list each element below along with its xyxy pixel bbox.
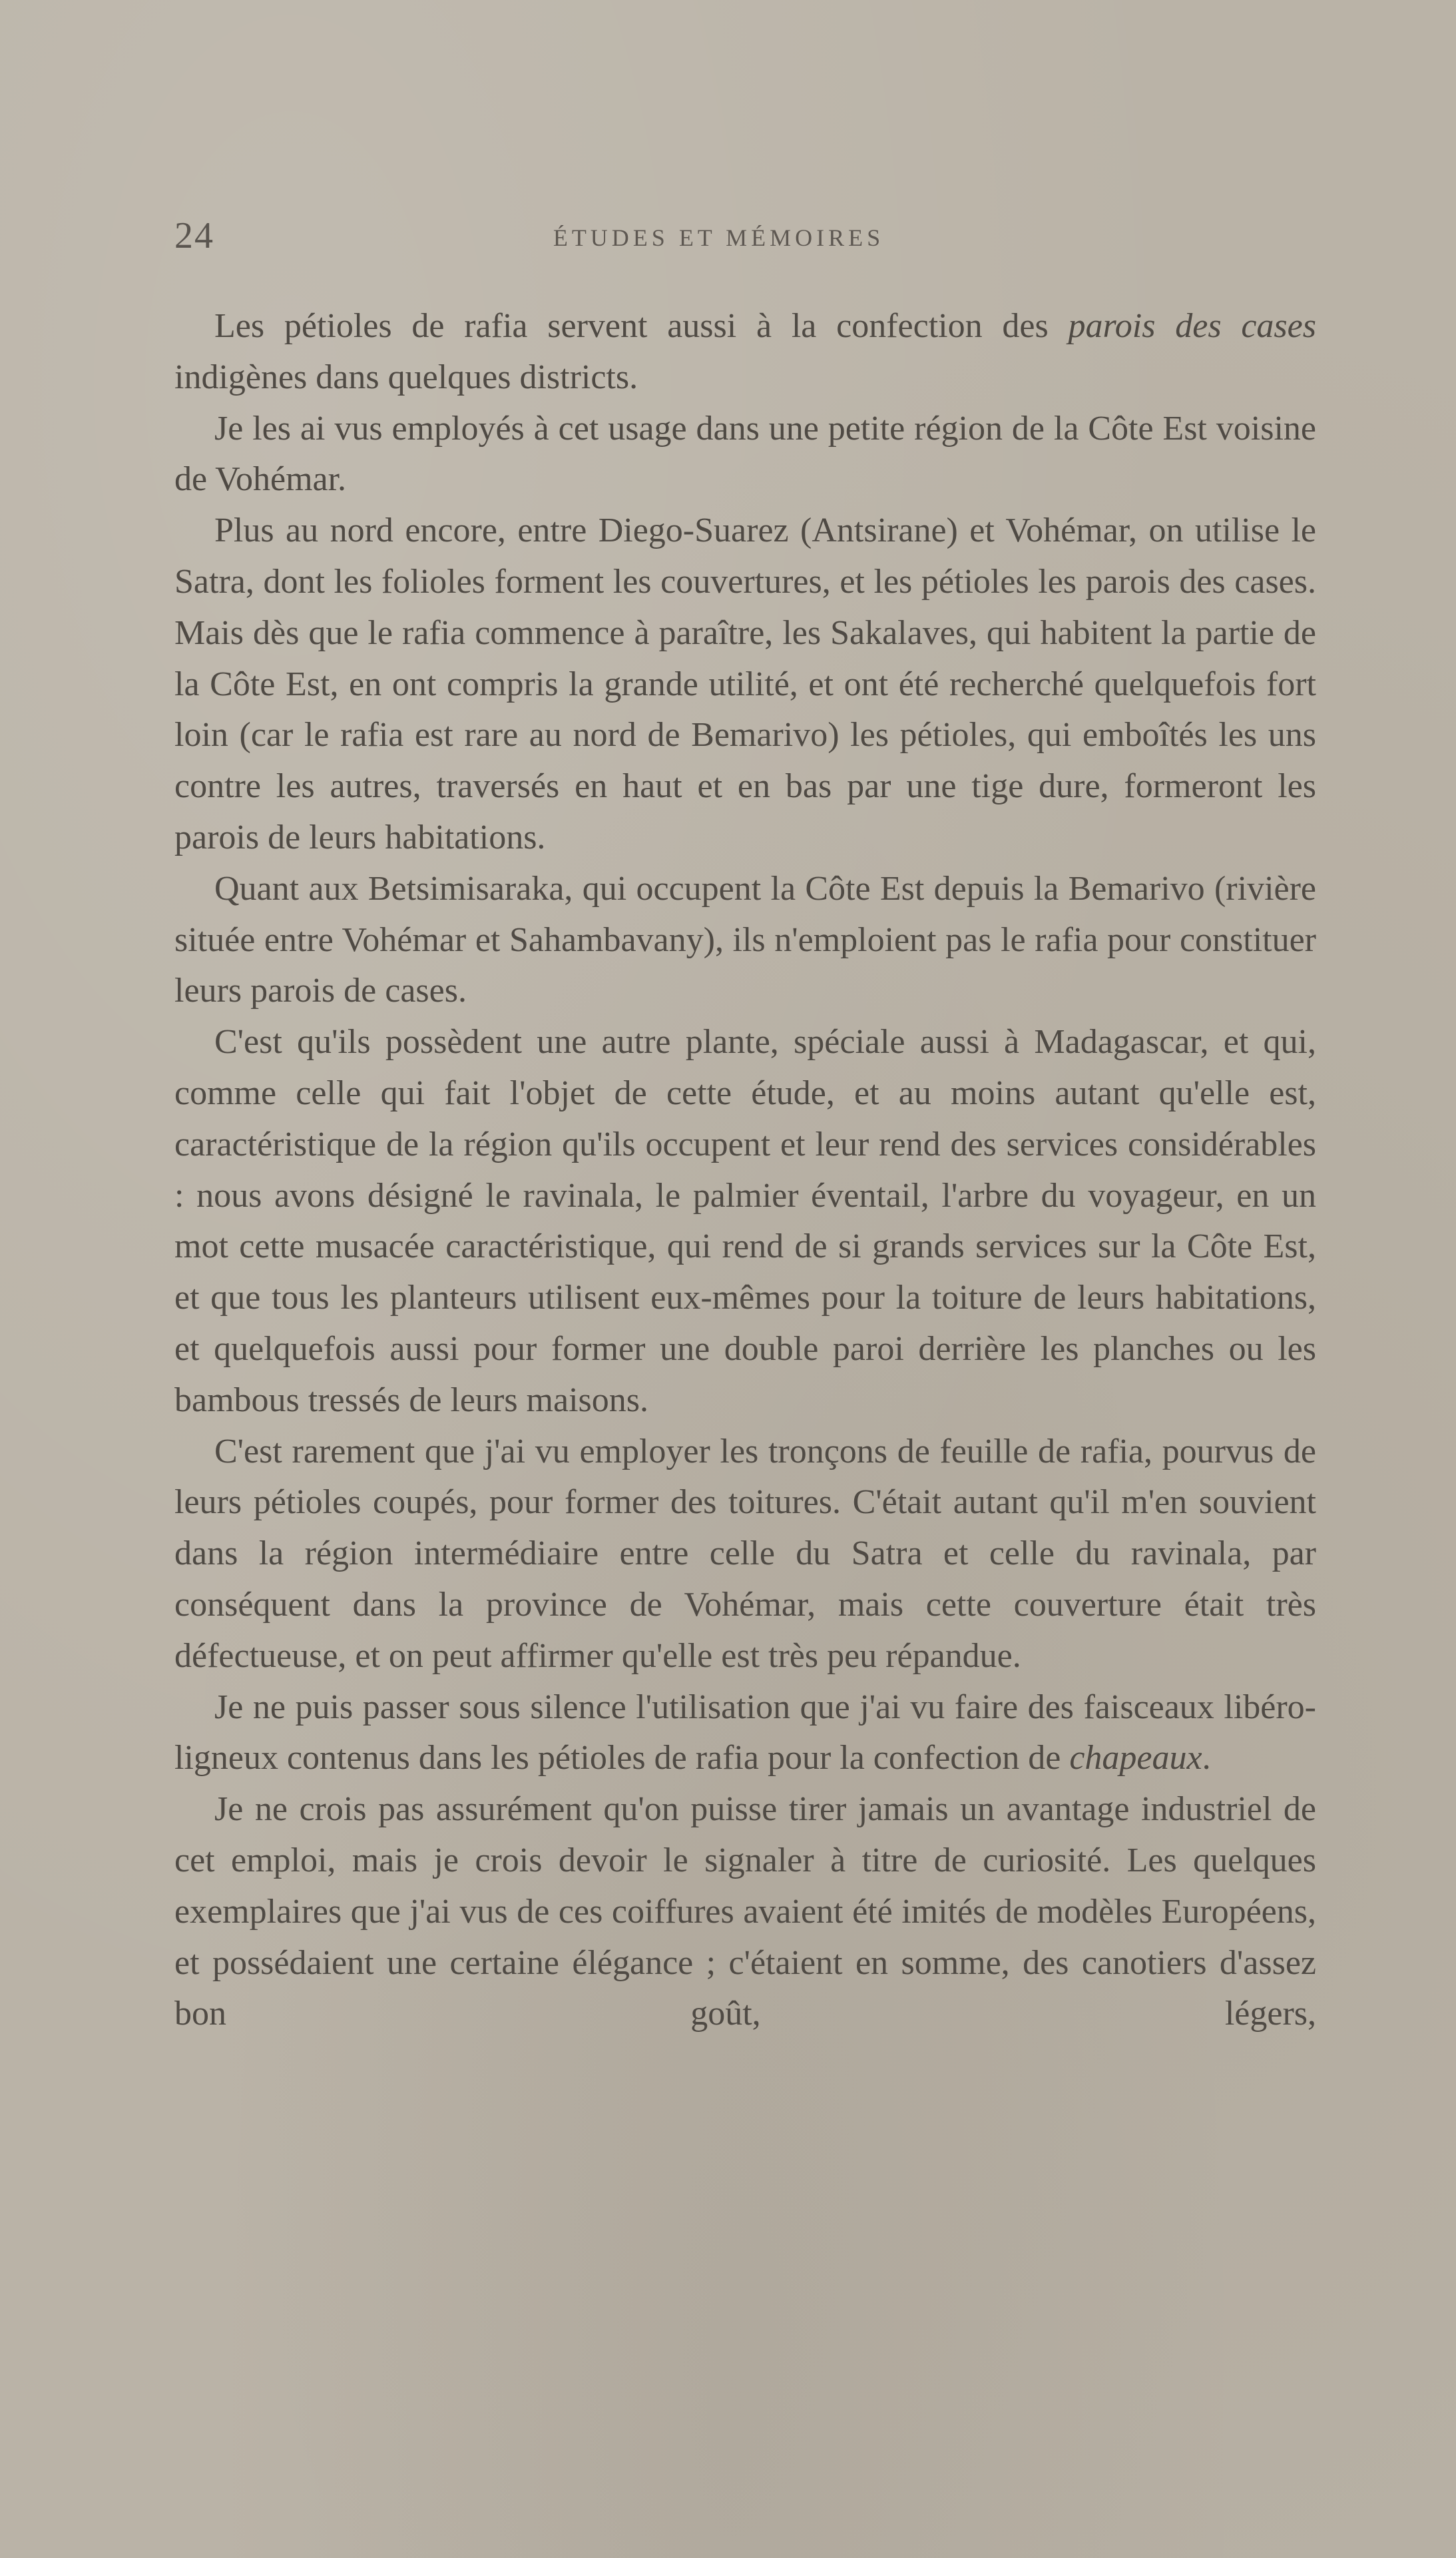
running-title: ÉTUDES ET MÉMOIRES [553, 224, 885, 251]
paragraph: C'est qu'ils possèdent une autre plante, spéciale aussi à Madagascar, et qui, comme celle qui fait l'objet de cette étude, et au moins autant qu'elle est, caractéristique de la région qu'ils occupent et leur rend des services considérables : nous avons désigné le ravinala, le palmier éventail, l'arbre du voyageur, en un mot cette musacée caractéristique, qui rend de si grands services sur la Côte Est, et que tous les planteurs utilisent eux-mêmes pour la toiture de leurs habitations, et quelquefois aussi pour former une double paroi derrière les planches ou les bambous tressés de leurs maisons. [174, 1023, 1316, 1419]
page-header [174, 214, 1316, 268]
emphasis: chapeaux [1069, 1739, 1202, 1777]
paragraph: Plus au nord encore, entre Diego-Suarez (Antsirane) et Vohémar, on utilise le Satra, dont les folioles forment les couvertures, et les pétioles les parois des cases. Mais dès que le rafia commence à paraître, les Sakalaves, qui habitent la partie de la Côte Est, en ont compris la grande utilité, et ont été recherché quelquefois fort loin (car le rafia est rare au nord de Bemarivo) les pétioles, qui emboîtés les uns contre les autres, traversés en haut et en bas par une tige dure, formeront les parois de leurs habitations. [174, 511, 1316, 856]
paragraph: Je ne crois pas assurément qu'on puisse tirer jamais un avantage industriel de cet emploi, mais je crois devoir le signaler à titre de curiosité. Les quelques exemplaires que j'ai vus de ces coiffures avaient été imités de modèles Européens, et possédaient une certaine élégance ; c'étaient en somme, des canotiers d'assez bon goût, légers, [174, 1790, 1316, 2033]
body-text [174, 301, 1316, 2040]
paragraph: Les pétioles de rafia servent aussi à la confection des parois des cases indigènes dans quelques districts. [174, 307, 1316, 396]
paragraph: C'est rarement que j'ai vu employer les tronçons de feuille de rafia, pourvus de leurs pétioles coupés, pour former des toitures. C'était autant qu'il m'en souvient dans la région intermédiaire entre celle du Satra et celle du ravinala, par conséquent dans la province de Vohémar, mais cette couverture était très défectueuse, et on peut affirmer qu'elle est très peu répandue. [174, 1432, 1316, 1675]
paragraph: Je les ai vus employés à cet usage dans une petite région de la Côte Est voisine de Vohémar. [174, 409, 1316, 499]
emphasis: parois des cases [1068, 307, 1316, 345]
paragraph: Je ne puis passer sous silence l'utilisation que j'ai vu faire des faisceaux libéro-ligneux contenus dans les pétioles de rafia pour la confection de chapeaux. [174, 1688, 1316, 1777]
paragraph: Quant aux Betsimisaraka, qui occupent la Côte Est depuis la Bemarivo (rivière située entre Vohémar et Sahambavany), ils n'emploient pas le rafia pour constituer leurs parois de cases. [174, 869, 1316, 1010]
page-number: 24 [174, 215, 214, 256]
